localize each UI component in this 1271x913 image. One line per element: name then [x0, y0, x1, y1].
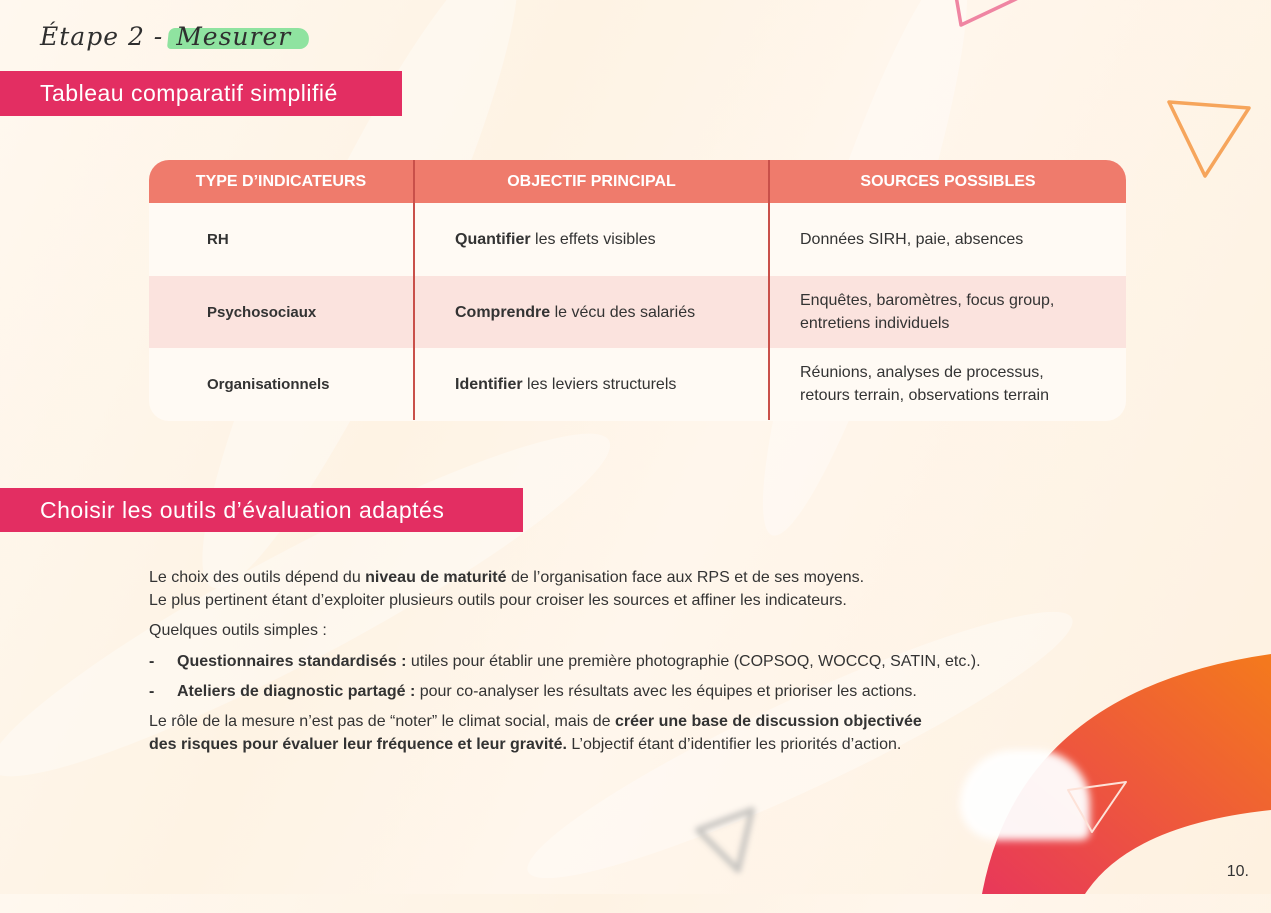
section-banner-tools: [0, 488, 523, 532]
step-prefix: Étape 2 -: [40, 22, 164, 51]
column-header-sources: SOURCES POSSIBLES: [768, 160, 1126, 203]
table-row: [149, 276, 1126, 348]
paragraph-conclusion: Le rôle de la mesure n’est pas de “noter” le climat social, mais de créer une base de discussion objectivée des risques pour évaluer leur fréquence et leur gravité. L’objectif étant d’identifier les priorités d’action.: [149, 713, 922, 753]
cell-sources: Réunions, analyses de processus, retours terrain, observations terrain: [768, 348, 1126, 420]
cell-type: RH: [207, 231, 229, 248]
table-header-row: [149, 160, 1126, 203]
triangle-outline-pink-icon: [945, 0, 1045, 40]
comparison-table: [149, 160, 1126, 421]
cell-type: Psychosociaux: [207, 303, 317, 321]
cell-sources: Données SIRH, paie, absences: [768, 203, 1126, 276]
section-title: Choisir les outils d’évaluation adaptés: [40, 496, 445, 523]
triangle-outline-white-icon: [1062, 770, 1132, 840]
step-title: [40, 22, 299, 51]
cell-sources: Enquêtes, baromètres, focus group, entretiens individuels: [768, 276, 1126, 348]
column-header-objective: OBJECTIF PRINCIPAL: [413, 160, 768, 203]
paragraph-intro-tools: Quelques outils simples :: [149, 622, 327, 639]
cell-objective: Quantifier les effets visibles: [413, 203, 768, 276]
section-banner-table: [0, 71, 402, 116]
step-name-highlight: Mesurer: [172, 22, 299, 51]
bullet-item: - Questionnaires standardisés : utiles pour établir une première photographie (COPSOQ, WOCCQ, SATIN, etc.).: [149, 653, 981, 670]
column-header-type: TYPE D’INDICATEURS: [195, 173, 367, 190]
bullet-item: - Ateliers de diagnostic partagé : pour co-analyser les résultats avec les équipes et prioriser les actions.: [149, 683, 917, 700]
cell-type: Organisationnels: [207, 375, 330, 393]
cell-objective: Comprendre le vécu des salariés: [413, 276, 768, 348]
triangle-outline-orange-icon: [1163, 96, 1258, 181]
page-number: 10.: [1226, 863, 1249, 880]
section-title: Tableau comparatif simplifié: [40, 80, 338, 106]
cell-objective: Identifier les leviers structurels: [413, 348, 768, 420]
triangle-outline-gray-icon: [690, 800, 770, 880]
table-row: [149, 203, 1126, 276]
paragraph-maturity: Le choix des outils dépend du niveau de maturité de l’organisation face aux RPS et de ses moyens. Le plus pertinent étant d’exploiter plusieurs outils pour croiser les sources et affiner les indicateurs.: [149, 569, 865, 609]
table-row: [149, 348, 1126, 420]
